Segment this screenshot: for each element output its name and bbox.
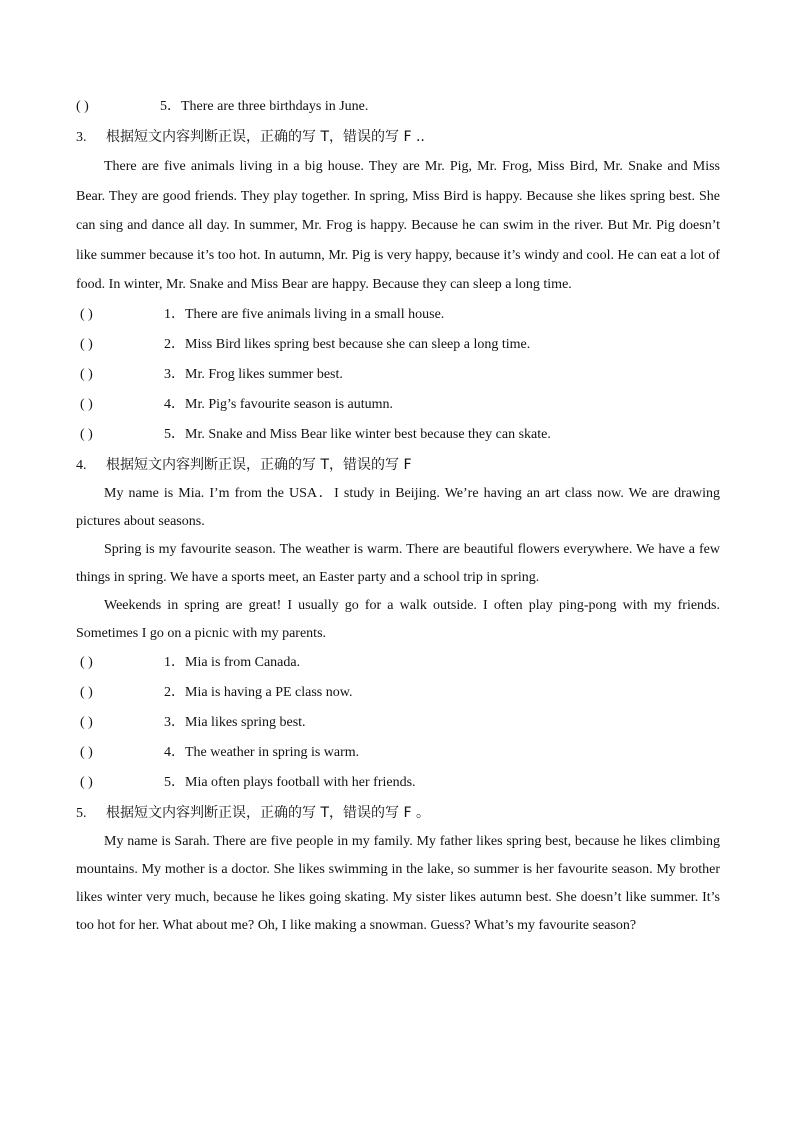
question-item bbox=[76, 330, 720, 360]
passage-paragraph: There are five animals living in a big house. They are Mr. Pig, Mr. Frog, Miss Bird, Mr. Snake and Miss Bear. They are good friends. They play together. In spring, Miss Bird is happy. Because she likes spring best. She can sing and dance all day. In summer, Mr. Frog is happy. Because he can swim in the river. But Mr. Pig doesn’t like summer because it’s too hot. In autumn, Mr. Pig is very happy, because it’s windy and cool. He can eat a lot of food. In winter, Mr. Snake and Miss Bear are happy. Because they can sleep a long time. bbox=[76, 159, 720, 292]
section-3 bbox=[76, 122, 720, 450]
question-item bbox=[76, 738, 720, 768]
question-text: 2．Miss Bird likes spring best because she can sleep a long time. bbox=[164, 336, 531, 352]
passage-paragraph: My name is Sarah. There are five people in my family. My father likes spring best, because he likes climbing mountains. My mother is a doctor. She likes swimming in the lake, so summer is her favourite season. My brother likes winter very much, because he likes going skating. My sister likes autumn best. She doesn’t like summer. It’s too hot for her. What about me? Oh, I like making a snowman. Guess? What’s my favourite season? bbox=[76, 833, 720, 933]
question-text: 1．Mia is from Canada. bbox=[164, 654, 301, 670]
answer-blank[interactable]: ( ) bbox=[80, 366, 93, 382]
question-item bbox=[76, 300, 720, 330]
section-heading bbox=[76, 798, 720, 828]
question-item bbox=[76, 708, 720, 738]
section-5 bbox=[76, 798, 720, 940]
section-heading bbox=[76, 122, 720, 152]
question-text: 5．There are three birthdays in June. bbox=[160, 99, 369, 114]
section-number: 5. bbox=[76, 805, 87, 821]
answer-blank[interactable]: ( ) bbox=[80, 684, 93, 700]
worksheet-content bbox=[76, 92, 720, 940]
section-heading bbox=[76, 450, 720, 480]
answer-blank[interactable]: ( ) bbox=[80, 426, 93, 442]
question-text: 3．Mia likes spring best. bbox=[164, 714, 306, 730]
section-instruction: 根据短文内容判断正误，正确的写 T，错误的写 F .. bbox=[106, 129, 425, 145]
section-number: 4. bbox=[76, 457, 87, 473]
answer-blank[interactable]: ( ) bbox=[80, 654, 93, 670]
answer-blank[interactable]: ( ) bbox=[76, 99, 89, 114]
section-instruction: 根据短文内容判断正误，正确的写 T，错误的写 F 。 bbox=[106, 804, 430, 821]
answer-blank[interactable]: ( ) bbox=[80, 306, 93, 322]
section-number: 3. bbox=[76, 130, 87, 145]
question-text: 2．Mia is having a PE class now. bbox=[164, 684, 353, 700]
passage-paragraph: My name is Mia. I’m from the USA．I study in Beijing. We’re having an art class now. We are drawing pictures about seasons. bbox=[76, 485, 720, 529]
question-item bbox=[76, 678, 720, 708]
question-item bbox=[76, 92, 720, 122]
answer-blank[interactable]: ( ) bbox=[80, 336, 93, 352]
question-item bbox=[76, 420, 720, 450]
answer-blank[interactable]: ( ) bbox=[80, 744, 93, 760]
question-item bbox=[76, 390, 720, 420]
question-text: 4．The weather in spring is warm. bbox=[164, 744, 360, 760]
answer-blank[interactable]: ( ) bbox=[80, 714, 93, 730]
question-text: 3．Mr. Frog likes summer best. bbox=[164, 366, 343, 382]
section-4 bbox=[76, 450, 720, 798]
question-item bbox=[76, 648, 720, 678]
question-text: 1．There are five animals living in a small house. bbox=[164, 306, 445, 322]
section-instruction: 根据短文内容判断正误，正确的写 T，错误的写 F bbox=[106, 456, 412, 473]
answer-blank[interactable]: ( ) bbox=[80, 774, 93, 790]
passage-paragraph: Weekends in spring are great! I usually go for a walk outside. I often play ping-pong with my friends. Sometimes I go on a picnic with my parents. bbox=[76, 597, 720, 641]
question-item bbox=[76, 360, 720, 390]
question-text: 5．Mr. Snake and Miss Bear like winter best because they can skate. bbox=[164, 426, 551, 442]
question-item bbox=[76, 768, 720, 798]
question-text: 5．Mia often plays football with her friends. bbox=[164, 774, 416, 790]
answer-blank[interactable]: ( ) bbox=[80, 396, 93, 412]
question-text: 4．Mr. Pig’s favourite season is autumn. bbox=[164, 396, 394, 412]
passage-paragraph: Spring is my favourite season. The weather is warm. There are beautiful flowers everywhere. We have a few things in spring. We have a sports meet, an Easter party and a school trip in spring. bbox=[76, 541, 720, 585]
